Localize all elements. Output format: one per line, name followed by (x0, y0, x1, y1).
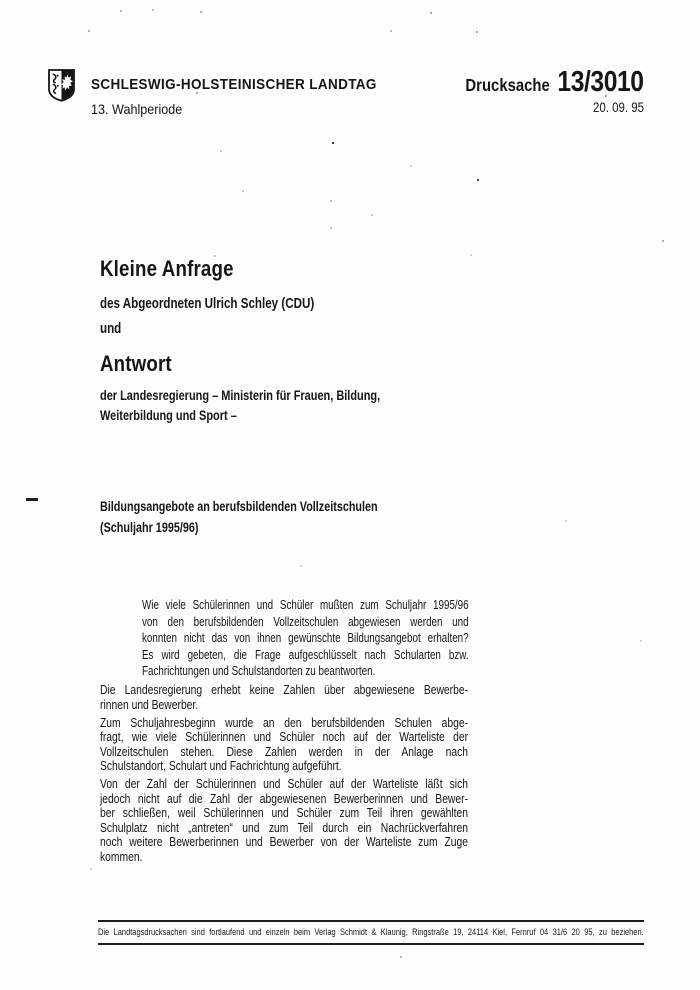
text-line: kommen. (100, 848, 143, 864)
text-line: noch weitere Bewerberinnen und Bewerber von der Warteliste zum Zuge (100, 834, 469, 849)
text-line: Von der Zahl der Schülerinnen und Schüler auf der Warteliste läßt sich (100, 776, 469, 791)
question-author: des Abgeordneten Ulrich Schley (CDU) (100, 296, 315, 312)
doc-number: 13/3010 (557, 66, 644, 98)
text-line: Fachrichtungen und Schulstandorten zu beantworten. (142, 663, 376, 679)
subject-title (100, 496, 378, 538)
answer-paragraph-1 (100, 683, 468, 712)
subject-line1: Bildungsangebote an berufsbildenden Vollzeitschulen (100, 499, 378, 514)
connector-und: und (100, 321, 122, 337)
doc-type-label: Drucksache (465, 75, 551, 95)
text-line: Wie viele Schülerinnen und Schüler mußten zum Schuljahr 1995/96 (142, 597, 469, 612)
text-line: rinnen und Bewerber. (100, 696, 199, 712)
fold-mark (26, 498, 38, 501)
question-text (142, 597, 469, 680)
heading-antwort: Antwort (100, 351, 172, 376)
drucksache-line (466, 66, 644, 99)
text-line: konnten nicht das von ihnen gewünschte Bildungsangebot erhalten? (142, 630, 469, 646)
schleswig-holstein-coat-of-arms-icon (48, 69, 75, 102)
answer-author (100, 386, 380, 425)
text-line: fragt, wie viele Schülerinnen und Schüler noch auf der Warteliste der (100, 729, 469, 744)
text-line: jedoch nicht auf die Zahl der abgewiesenen Bewerberinnen und Bewer- (100, 790, 469, 806)
heading-kleine-anfrage: Kleine Anfrage (100, 256, 234, 281)
doc-date: 20. 09. 95 (592, 100, 644, 115)
text-line: Zum Schuljahresbeginn wurde an den berufsbildenden Schulen abge- (100, 714, 469, 730)
legislative-term: 13. Wahlperiode (91, 101, 183, 117)
text-line: ber schließen, weil Schülerinnen und Schüler zum Teil ihren gewählten (100, 805, 469, 820)
answer-author-line1: der Landesregierung – Ministerin für Frauen, Bildung, (100, 387, 381, 403)
scan-noise (0, 0, 2, 2)
footer-imprint (98, 920, 644, 945)
answer-text (100, 683, 468, 868)
text-line: Schulstandort, Schulart und Fachrichtung aufgeführt. (100, 758, 342, 773)
answer-paragraph-2 (100, 716, 468, 774)
text-line: Vollzeitschulen stehen. Diese Zahlen werden in der Anlage nach (100, 743, 469, 759)
text-line: von den berufsbildenden Vollzeitschulen abgewiesen werden und (142, 613, 469, 629)
parliament-name: SCHLESWIG-HOLSTEINISCHER LANDTAG (91, 76, 377, 93)
text-line: Die Landesregierung erhebt keine Zahlen über abgewiesene Bewerbe- (100, 682, 469, 697)
footer-imprint-text: Die Landtagsdrucksachen sind fortlaufend und einzeln beim Verlag Schmidt & Klaunig, Ringstraße 19, 24114 Kiel, Fernruf 04 31/6 20 95, zu beziehen. (98, 927, 644, 937)
subject-line2: (Schuljahr 1995/96) (100, 520, 199, 535)
answer-paragraph-3 (100, 777, 468, 864)
text-line: Schulplatz nicht „antreten“ und zum Teil durch ein Nachrückverfahren (100, 819, 469, 835)
text-line: Es wird gebeten, die Frage aufgeschlüsselt nach Schularten bzw. (142, 646, 469, 662)
answer-author-line2: Weiterbildung und Sport – (100, 406, 237, 423)
